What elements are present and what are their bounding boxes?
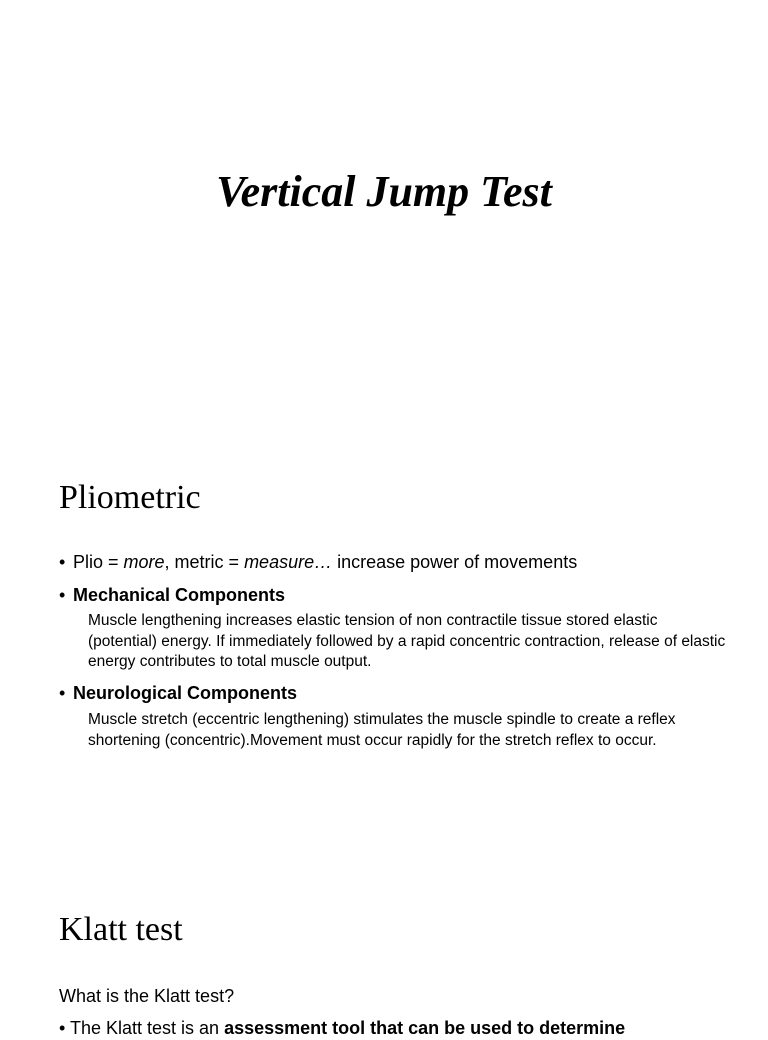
bullet-text-emphasis: more xyxy=(123,552,165,572)
bullet-text-bold: assessment tool that can be used to determine xyxy=(224,1018,626,1038)
bullet-text-part: increase power of movements xyxy=(332,552,578,572)
slide-title: Vertical Jump Test xyxy=(216,167,552,216)
mechanical-components-text: Muscle lengthening increases elastic tension of non contractile tissue stored elastic (potential) energy. If immediately followed by a rapid concentric contraction, release of elastic energy contributes to total muscle output. xyxy=(88,612,726,670)
neurological-components-text: Muscle stretch (eccentric lengthening) stimulates the muscle spindle to create a reflex shortening (concentric).Movement must occur rapidly for the stretch reflex to occur. xyxy=(88,711,676,749)
bullet-dot: • xyxy=(59,585,66,605)
klatt-test-slide xyxy=(0,900,768,1038)
bullet-plio-definition xyxy=(59,550,739,574)
bullet-mechanical-components xyxy=(59,583,739,607)
slide-heading-klatt: Klatt test xyxy=(59,911,183,948)
bullet-dot: • xyxy=(59,552,66,572)
bullet-text-emphasis: measure… xyxy=(244,552,333,572)
klatt-bullet xyxy=(59,1016,759,1040)
bullet-text-part: Plio = xyxy=(73,552,124,572)
pliometric-slide xyxy=(0,470,768,870)
bullet-text-part: The Klatt test is an xyxy=(69,1018,225,1038)
slide-heading-pliometric: Pliometric xyxy=(59,479,201,516)
bullet-neurological-components xyxy=(59,681,739,705)
bullet-label: Neurological Components xyxy=(73,683,298,703)
bullet-text-part: , metric = xyxy=(164,552,245,572)
bullet-label: Mechanical Components xyxy=(73,585,286,605)
bullet-dot: • xyxy=(59,1018,70,1038)
klatt-question: What is the Klatt test? xyxy=(59,986,235,1006)
bullet-dot: • xyxy=(59,683,66,703)
title-slide xyxy=(0,0,768,420)
